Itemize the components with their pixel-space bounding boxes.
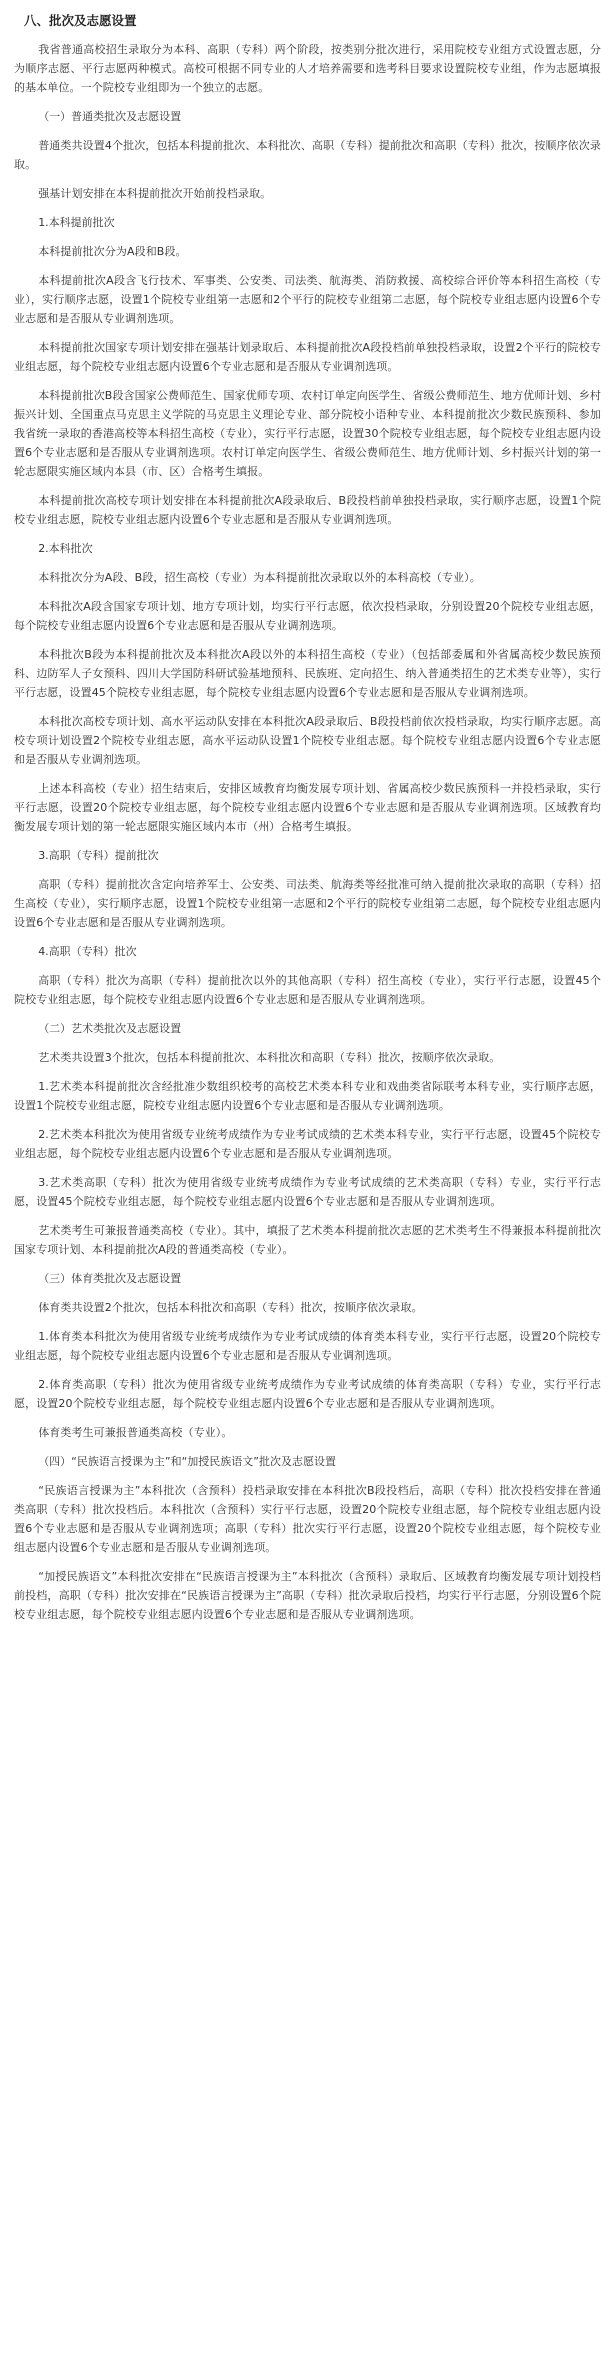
subsection-heading: 3.高职（专科）提前批次 bbox=[38, 849, 159, 862]
subsection-heading: 2.本科批次 bbox=[38, 542, 93, 555]
subsection-heading: 1.本科提前批次 bbox=[38, 216, 115, 229]
paragraph: 本科批次A段含国家专项计划、地方专项计划，均实行平行志愿，依次投档录取，分别设置20个院校专业组志愿，每个院校专业组志愿内设置6个专业志愿和是否服从专业调剂选项。 bbox=[14, 600, 601, 632]
subsection-heading: （四）“民族语言授课为主”和“加授民族语文”批次及志愿设置 bbox=[38, 1455, 336, 1468]
subsection-heading: 4.高职（专科）批次 bbox=[38, 945, 137, 958]
paragraph: 普通类共设置4个批次，包括本科提前批次、本科批次、高职（专科）提前批次和高职（专科）批次，按顺序依次录取。 bbox=[14, 139, 601, 171]
paragraph: 本科提前批次高校专项计划安排在本科提前批次A段录取后、B段投档前单独投档录取，实行顺序志愿，设置1个院校专业组志愿，院校专业组志愿内设置6个专业志愿和是否服从专业调剂选项。 bbox=[14, 494, 601, 526]
paragraph: 3.艺术类高职（专科）批次为使用省级专业统考成绩作为专业考试成绩的艺术类高职（专科）专业，实行平行志愿，设置45个院校专业组志愿，每个院校专业组志愿内设置6个专业志愿和是否服从专业调剂选项。 bbox=[14, 1176, 601, 1208]
subsection-heading: （三）体育类批次及志愿设置 bbox=[38, 1272, 182, 1285]
paragraph: 1.艺术类本科提前批次含经批准少数组织校考的高校艺术类本科专业和戏曲类省际联考本科专业，实行顺序志愿，设置1个院校专业组志愿，院校专业组志愿内设置6个专业志愿和是否服从专业调剂选项。 bbox=[14, 1080, 601, 1112]
paragraph: 1.体育类本科批次为使用省级专业统考成绩作为专业考试成绩的体育类本科专业，实行平行志愿，设置20个院校专业组志愿，每个院校专业组志愿内设置6个专业志愿和是否服从专业调剂选项。 bbox=[14, 1330, 601, 1362]
paragraph: “加授民族语文”本科批次安排在“民族语言授课为主”本科批次（含预科）录取后、区域教育均衡发展专项计划投档前投档，高职（专科）批次安排在“民族语言授课为主”高职（专科）批次录取后投档，均实行平行志愿，分别设置6个院校专业组志愿，每个院校专业组志愿内设置6个专业志愿和是否服从专业调剂选项。 bbox=[14, 1570, 601, 1621]
paragraph: 高职（专科）提前批次含定向培养军士、公安类、司法类、航海类等经批准可纳入提前批次录取的高职（专科）招生高校（专业），实行顺序志愿，设置1个院校专业组第一志愿和2个平行的院校专业组第二志愿，每个院校专业组志愿内设置6个专业志愿和是否服从专业调剂选项。 bbox=[14, 878, 601, 929]
document-body bbox=[14, 40, 601, 1624]
paragraph: 上述本科高校（专业）招生结束后，安排区域教育均衡发展专项计划、省属高校少数民族预科一并投档录取，实行平行志愿，设置20个院校专业组志愿，每个院校专业组志愿内设置6个专业志愿和是否服从专业调剂选项。区域教育均衡发展专项计划的第一轮志愿限实施区域内本市（州）合格考生填报。 bbox=[14, 782, 601, 833]
paragraph: 本科批次高校专项计划、高水平运动队安排在本科批次A段录取后、B段投档前依次投档录取，均实行顺序志愿。高校专项计划设置2个院校专业组志愿，高水平运动队设置1个院校专业组志愿。每个院校专业组志愿内设置6个专业志愿和是否服从专业调剂选项。 bbox=[14, 715, 601, 766]
paragraph: 强基计划安排在本科提前批次开始前投档录取。 bbox=[38, 187, 272, 200]
paragraph: 艺术类考生可兼报普通类高校（专业）。其中，填报了艺术类本科提前批次志愿的艺术类考生不得兼报本科提前批次国家专项计划、本科提前批次A段的普通类高校（专业）。 bbox=[14, 1224, 601, 1256]
paragraph: 艺术类共设置3个批次，包括本科提前批次、本科批次和高职（专科）批次，按顺序依次录取。 bbox=[38, 1051, 501, 1064]
paragraph: 本科提前批次A段含飞行技术、军事类、公安类、司法类、航海类、消防救援、高校综合评价等本科招生高校（专业），实行顺序志愿，设置1个院校专业组第一志愿和2个平行的院校专业组第二志愿，每个院校专业组志愿内设置6个专业志愿和是否服从专业调剂选项。 bbox=[14, 274, 601, 325]
paragraph: 体育类考生可兼报普通类高校（专业）。 bbox=[38, 1426, 233, 1439]
paragraph: 本科批次B段为本科提前批次及本科批次A段以外的本科招生高校（专业）（包括部委属和外省属高校少数民族预科、边防军人子女预科、四川大学国防科研试验基地预科、民族班、定向招生、纳入普通类招生的艺术类专业等），实行平行志愿，设置45个院校专业组志愿，每个院校专业组志愿内设置6个专业志愿和是否服从专业调剂选项。 bbox=[14, 648, 601, 699]
section-title: 八、批次及志愿设置 bbox=[24, 13, 137, 28]
paragraph: 本科提前批次B段含国家公费师范生、国家优师专项、农村订单定向医学生、省级公费师范生、地方优师计划、乡村振兴计划、全国重点马克思主义学院的马克思主义理论专业、部分院校小语种专业、本科提前批次少数民族预科、参加我省统一录取的香港高校等本科招生高校（专业），实行平行志愿，设置30个院校专业组志愿，每个院校专业组志愿内设置6个专业志愿和是否服从专业调剂选项。农村订单定向医学生、省级公费师范生、地方优师计划、乡村振兴计划的第一轮志愿限实施区域内本县（市、区）合格考生填报。 bbox=[14, 389, 601, 478]
paragraph: 2.体育类高职（专科）批次为使用省级专业统考成绩作为专业考试成绩的体育类高职（专科）专业，实行平行志愿，设置20个院校专业组志愿，每个院校专业组志愿内设置6个专业志愿和是否服从专业调剂选项。 bbox=[14, 1378, 601, 1410]
subsection-heading: （一）普通类批次及志愿设置 bbox=[38, 110, 182, 123]
paragraph: 体育类共设置2个批次，包括本科批次和高职（专科）批次，按顺序依次录取。 bbox=[38, 1301, 423, 1314]
paragraph: “民族语言授课为主”本科批次（含预科）投档录取安排在本科批次B段投档后，高职（专科）批次投档安排在普通类高职（专科）批次投档后。本科批次（含预科）实行平行志愿，设置20个院校专业组志愿，每个院校专业组志愿内设置6个专业志愿和是否服从专业调剂选项；高职（专科）批次实行平行志愿，设置20个院校专业组志愿，每个院校专业组志愿内设置6个专业志愿和是否服从专业调剂选项。 bbox=[14, 1484, 601, 1554]
paragraph: 本科批次分为A段、B段，招生高校（专业）为本科提前批次录取以外的本科高校（专业）。 bbox=[38, 571, 481, 584]
subsection-heading: （二）艺术类批次及志愿设置 bbox=[38, 1022, 182, 1035]
paragraph: 本科提前批次国家专项计划安排在强基计划录取后、本科提前批次A段投档前单独投档录取，设置2个平行的院校专业组志愿，每个院校专业组志愿内设置6个专业志愿和是否服从专业调剂选项。 bbox=[14, 341, 601, 373]
paragraph: 2.艺术类本科批次为使用省级专业统考成绩作为专业考试成绩的艺术类本科专业，实行平行志愿，设置45个院校专业组志愿，每个院校专业组志愿内设置6个专业志愿和是否服从专业调剂选项。 bbox=[14, 1128, 601, 1160]
paragraph: 我省普通高校招生录取分为本科、高职（专科）两个阶段，按类别分批次进行，采用院校专业组方式设置志愿，分为顺序志愿、平行志愿两种模式。高校可根据不同专业的人才培养需要和选考科目要求设置院校专业组，作为志愿填报的基本单位。一个院校专业组即为一个独立的志愿。 bbox=[14, 43, 601, 94]
paragraph: 高职（专科）批次为高职（专科）提前批次以外的其他高职（专科）招生高校（专业），实行平行志愿，设置45个院校专业组志愿，每个院校专业组志愿内设置6个专业志愿和是否服从专业调剂选项。 bbox=[14, 974, 601, 1006]
paragraph: 本科提前批次分为A段和B段。 bbox=[38, 245, 187, 258]
